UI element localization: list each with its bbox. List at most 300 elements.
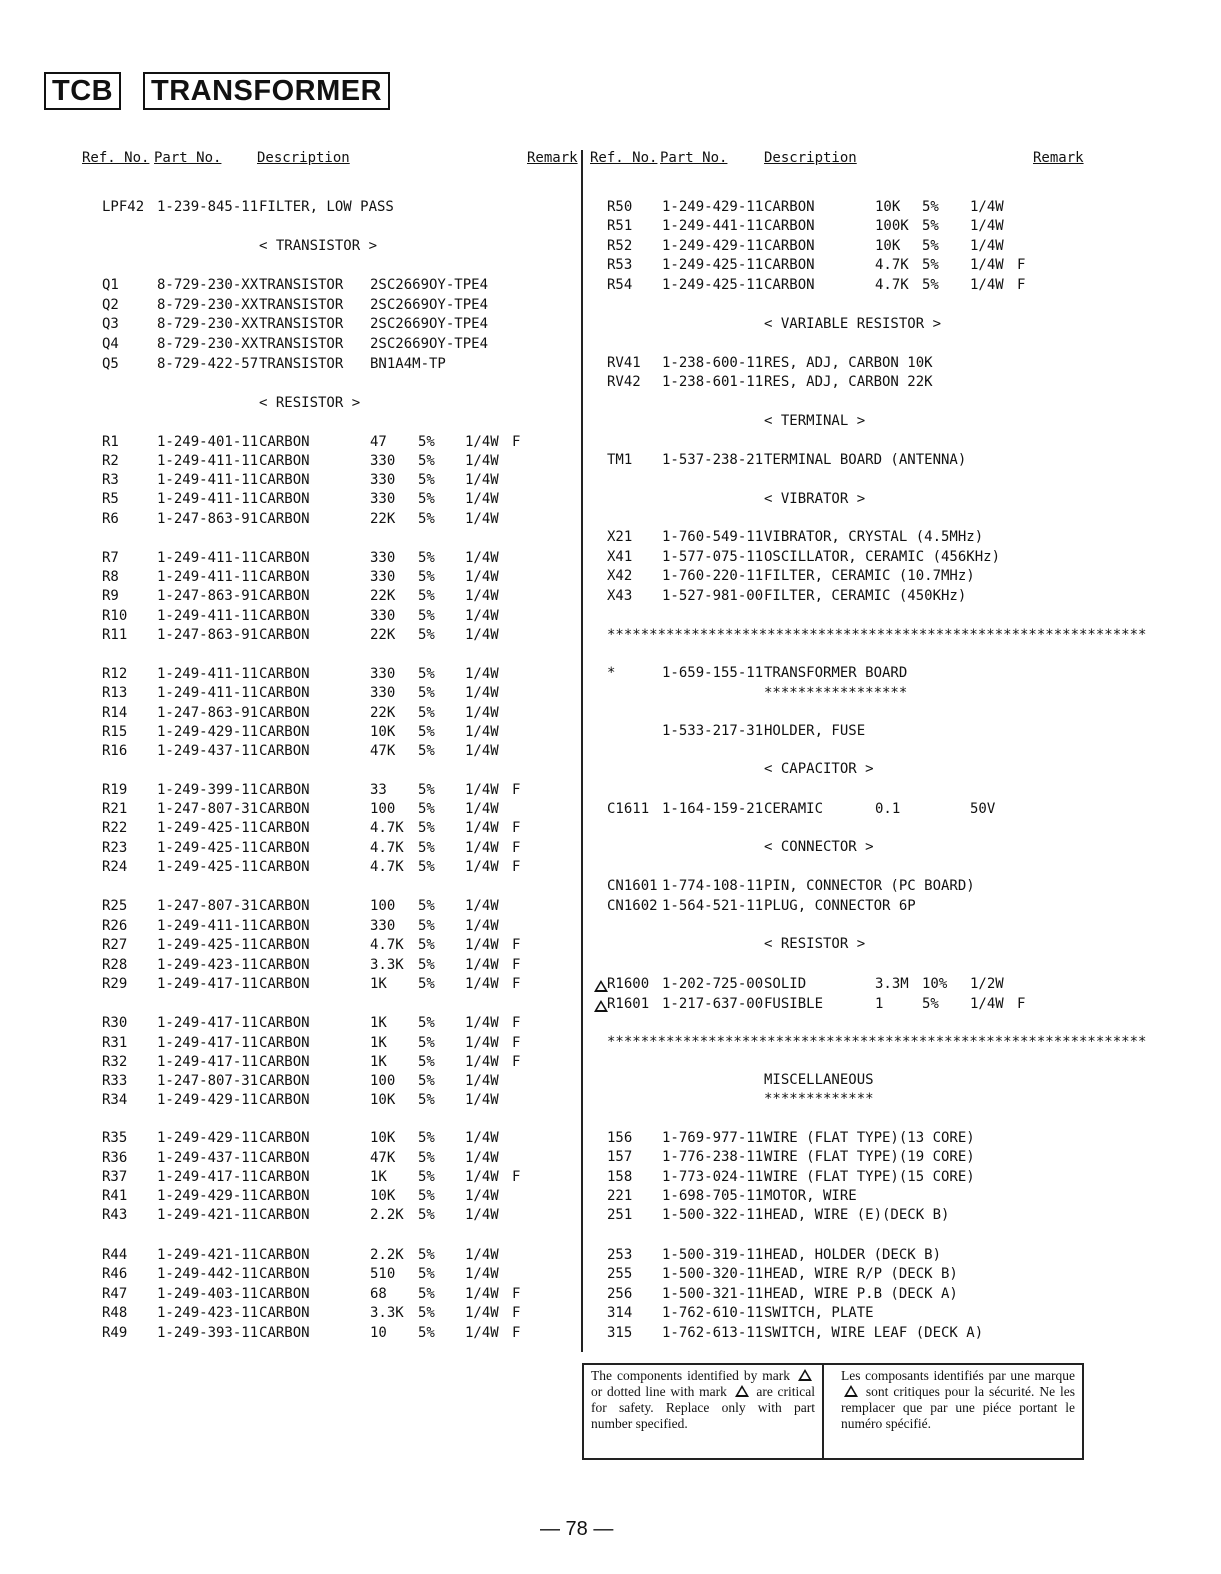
- part-ref: R7: [102, 550, 119, 566]
- part-ref: R51: [607, 218, 633, 234]
- warning-triangle-icon: [844, 1385, 858, 1397]
- part-desc: CARBON: [764, 277, 815, 293]
- part-val: 100: [370, 1073, 396, 1089]
- part-row: [0, 1206, 1221, 1225]
- part-desc: WIRE (FLAT TYPE)(15 CORE): [764, 1169, 975, 1185]
- part-val: 330: [370, 550, 396, 566]
- part-watt: 1/4W: [970, 996, 1004, 1012]
- part-tol: 5%: [418, 434, 435, 450]
- part-row: [0, 975, 1221, 994]
- col-part-right: Part No.: [660, 150, 728, 166]
- part-val: 4.7K: [370, 937, 404, 953]
- part-watt: 1/4W: [465, 957, 499, 973]
- part-val: 100: [370, 801, 396, 817]
- part-part: 1-249-425-11: [157, 859, 259, 875]
- notice-en-line2: or dotted line with mark: [591, 1384, 727, 1399]
- part-tol: 5%: [418, 782, 435, 798]
- part-part: 1-249-441-11: [662, 218, 764, 234]
- part-desc: CARBON: [259, 1188, 310, 1204]
- part-ref: 256: [607, 1286, 633, 1302]
- part-row: [0, 1304, 1221, 1323]
- part-watt: 1/4W: [465, 434, 499, 450]
- part-tol: 5%: [418, 1150, 435, 1166]
- part-desc: SWITCH, WIRE LEAF (DECK A): [764, 1325, 984, 1341]
- part-rem: F: [512, 1054, 521, 1070]
- col-remark-left: Remark: [527, 150, 578, 166]
- part-desc: CARBON: [259, 1150, 310, 1166]
- part-row: [0, 1285, 1221, 1304]
- part-val: BN1A4M-TP: [370, 356, 446, 372]
- part-desc: PIN, CONNECTOR (PC BOARD): [764, 878, 975, 894]
- col-part-left: Part No.: [154, 150, 222, 166]
- part-part: 1-249-423-11: [157, 1305, 259, 1321]
- part-part: 1-249-417-11: [157, 1035, 259, 1051]
- part-ref: R9: [102, 588, 119, 604]
- part-part: 1-249-411-11: [157, 608, 259, 624]
- part-tol: 10%: [922, 976, 948, 992]
- part-val: 100: [370, 898, 396, 914]
- part-part: 1-577-075-11: [662, 549, 764, 565]
- part-desc: CARBON: [259, 957, 310, 973]
- part-val: 1K: [370, 976, 387, 992]
- part-val: 4.7K: [370, 820, 404, 836]
- part-ref: R34: [102, 1092, 128, 1108]
- part-val: 10K: [875, 238, 901, 254]
- part-desc: CARBON: [259, 1286, 310, 1302]
- part-val: 1K: [370, 1035, 387, 1051]
- part-ref: R47: [102, 1286, 128, 1302]
- part-tol: 5%: [418, 453, 435, 469]
- part-desc: RES, ADJ, CARBON 22K: [764, 374, 933, 390]
- part-ref: R21: [102, 801, 128, 817]
- part-desc: WIRE (FLAT TYPE)(19 CORE): [764, 1149, 975, 1165]
- part-part: 1-238-601-11: [662, 374, 764, 390]
- part-watt: 1/2W: [970, 976, 1004, 992]
- part-tol: 5%: [418, 1015, 435, 1031]
- part-val: 1K: [370, 1169, 387, 1185]
- part-watt: 1/4W: [465, 627, 499, 643]
- part-tol: 5%: [418, 627, 435, 643]
- part-val: 10K: [370, 724, 396, 740]
- section-heading: < VARIABLE RESISTOR >: [764, 316, 942, 332]
- part-watt: 1/4W: [465, 840, 499, 856]
- part-part: 1-247-863-91: [157, 588, 259, 604]
- part-val: 10: [370, 1325, 387, 1341]
- part-desc: TRANSISTOR: [259, 356, 344, 372]
- part-part: 1-249-425-11: [157, 937, 259, 953]
- part-tol: 5%: [418, 840, 435, 856]
- part-watt: 1/4W: [465, 937, 499, 953]
- section-title: TRANSFORMER: [143, 72, 390, 110]
- part-watt: 1/4W: [465, 918, 499, 934]
- part-part: 1-760-220-11: [662, 568, 764, 584]
- part-rem: F: [512, 782, 521, 798]
- part-part: 8-729-230-XX: [157, 277, 259, 293]
- part-part: 1-249-417-11: [157, 1169, 259, 1185]
- part-ref: R23: [102, 840, 128, 856]
- part-watt: 1/4W: [465, 550, 499, 566]
- part-desc: CARBON: [259, 569, 310, 585]
- part-row: [0, 354, 1221, 373]
- part-rem: F: [512, 1015, 521, 1031]
- part-rem: F: [512, 434, 521, 450]
- heading-underline-stars: *****************: [764, 685, 908, 701]
- part-watt: 1/4W: [465, 1207, 499, 1223]
- part-ref: C1611: [607, 801, 650, 817]
- part-watt: 1/4W: [465, 1092, 499, 1108]
- section-heading: < TRANSISTOR >: [259, 238, 378, 254]
- notice-en-line3: are critical for safety.: [591, 1384, 816, 1415]
- part-ref: R49: [102, 1325, 128, 1341]
- part-part: 1-249-421-11: [157, 1207, 259, 1223]
- part-rem: F: [512, 1169, 521, 1185]
- part-part: 1-217-637-00: [662, 996, 764, 1012]
- part-val: 4.7K: [875, 277, 909, 293]
- separator-stars: ****************************************************************: [607, 1034, 1147, 1050]
- part-row: [0, 548, 1221, 567]
- part-row: [0, 936, 1221, 955]
- part-desc: CARBON: [259, 898, 310, 914]
- part-rem: F: [512, 976, 521, 992]
- part-tol: 5%: [418, 957, 435, 973]
- notice-fr-line2: sont critiques pour la sécurité.: [865, 1384, 1035, 1399]
- model-label: TCB: [44, 72, 121, 110]
- part-rem: F: [1017, 996, 1026, 1012]
- part-row: [0, 451, 1221, 470]
- section-heading: < RESISTOR >: [764, 936, 866, 952]
- part-val: 330: [370, 685, 396, 701]
- part-row: [0, 1265, 1221, 1284]
- part-val: 0.1: [875, 801, 901, 817]
- part-row: [0, 1072, 1221, 1091]
- part-row: [0, 1091, 1221, 1110]
- part-part: 1-249-401-11: [157, 434, 259, 450]
- part-val: 4.7K: [370, 859, 404, 875]
- part-watt: 1/4W: [970, 199, 1004, 215]
- notice-fr-line1: Les composants identifiés par une marque: [841, 1368, 1075, 1383]
- safety-notice-english: [584, 1365, 824, 1458]
- part-ref: Q4: [102, 336, 119, 352]
- part-part: 1-249-429-11: [157, 1188, 259, 1204]
- part-part: 1-249-425-11: [157, 840, 259, 856]
- part-tol: 5%: [418, 1054, 435, 1070]
- part-tol: 5%: [418, 1035, 435, 1051]
- part-watt: 50V: [970, 801, 996, 817]
- part-val: 10K: [370, 1130, 396, 1146]
- part-part: 1-249-442-11: [157, 1266, 259, 1282]
- part-row: [0, 1187, 1221, 1206]
- part-tol: 5%: [418, 491, 435, 507]
- part-part: 1-564-521-11: [662, 898, 764, 914]
- part-val: 330: [370, 569, 396, 585]
- part-ref: R22: [102, 820, 128, 836]
- part-rem: F: [512, 1035, 521, 1051]
- part-watt: 1/4W: [970, 257, 1004, 273]
- part-desc: VIBRATOR, CRYSTAL (4.5MHz): [764, 529, 984, 545]
- part-desc: CARBON: [764, 218, 815, 234]
- part-part: 1-249-417-11: [157, 1054, 259, 1070]
- part-rem: F: [512, 957, 521, 973]
- part-part: 1-249-411-11: [157, 918, 259, 934]
- part-val: 47K: [370, 743, 396, 759]
- part-part: 1-249-429-11: [157, 1092, 259, 1108]
- part-watt: 1/4W: [970, 238, 1004, 254]
- part-val: 2SC2669OY-TPE4: [370, 297, 489, 313]
- part-val: 1K: [370, 1015, 387, 1031]
- part-watt: 1/4W: [465, 1150, 499, 1166]
- part-part: 1-249-411-11: [157, 685, 259, 701]
- part-rem: F: [512, 820, 521, 836]
- part-watt: 1/4W: [465, 801, 499, 817]
- part-ref: R26: [102, 918, 128, 934]
- part-ref: CN1602: [607, 898, 658, 914]
- part-part: 1-247-863-91: [157, 705, 259, 721]
- part-tol: 5%: [418, 1247, 435, 1263]
- part-desc: CARBON: [259, 491, 310, 507]
- part-ref: R43: [102, 1207, 128, 1223]
- part-ref: R3: [102, 472, 119, 488]
- part-ref: X21: [607, 529, 633, 545]
- part-desc: CARBON: [259, 453, 310, 469]
- part-desc: TRANSISTOR: [259, 277, 344, 293]
- part-desc: MOTOR, WIRE: [764, 1188, 857, 1204]
- part-watt: 1/4W: [970, 218, 1004, 234]
- part-watt: 1/4W: [465, 1130, 499, 1146]
- part-tol: 5%: [418, 743, 435, 759]
- part-desc: CARBON: [259, 724, 310, 740]
- part-part: 1-249-425-11: [662, 257, 764, 273]
- part-val: 22K: [370, 705, 396, 721]
- part-desc: CARBON: [259, 820, 310, 836]
- part-ref: R13: [102, 685, 128, 701]
- part-desc: CARBON: [259, 1035, 310, 1051]
- part-row: [0, 956, 1221, 975]
- part-part: 8-729-422-57: [157, 356, 259, 372]
- part-watt: 1/4W: [465, 1188, 499, 1204]
- part-desc: HEAD, HOLDER (DECK B): [764, 1247, 942, 1263]
- part-ref: R5: [102, 491, 119, 507]
- part-val: 3.3K: [370, 957, 404, 973]
- part-desc: CARBON: [259, 685, 310, 701]
- part-part: 1-247-807-31: [157, 898, 259, 914]
- part-part: 1-249-411-11: [157, 453, 259, 469]
- part-watt: 1/4W: [465, 511, 499, 527]
- part-row: [0, 490, 1221, 509]
- part-desc: FILTER, CERAMIC (10.7MHz): [764, 568, 975, 584]
- part-val: 47: [370, 434, 387, 450]
- part-part: 1-249-429-11: [157, 724, 259, 740]
- part-ref: 253: [607, 1247, 633, 1263]
- part-tol: 5%: [922, 199, 939, 215]
- part-ref: R31: [102, 1035, 128, 1051]
- part-row: [0, 433, 1221, 452]
- part-ref: X43: [607, 588, 633, 604]
- part-val: 10K: [370, 1188, 396, 1204]
- part-tol: 5%: [922, 277, 939, 293]
- part-val: 330: [370, 491, 396, 507]
- part-desc: CARBON: [259, 1073, 310, 1089]
- part-part: 1-249-429-11: [157, 1130, 259, 1146]
- part-row: [0, 510, 1221, 529]
- part-ref: R46: [102, 1266, 128, 1282]
- part-row: [0, 917, 1221, 936]
- part-val: 22K: [370, 588, 396, 604]
- part-ref: *: [607, 665, 616, 681]
- part-tol: 5%: [418, 1073, 435, 1089]
- part-val: 10K: [875, 199, 901, 215]
- section-heading: < VIBRATOR >: [764, 491, 866, 507]
- part-watt: 1/4W: [465, 491, 499, 507]
- part-ref: R54: [607, 277, 633, 293]
- part-ref: R12: [102, 666, 128, 682]
- part-watt: 1/4W: [465, 782, 499, 798]
- part-row: [0, 877, 1221, 896]
- part-ref: 251: [607, 1207, 633, 1223]
- safety-notice: [582, 1363, 1084, 1460]
- part-ref: R14: [102, 705, 128, 721]
- part-tol: 5%: [418, 1169, 435, 1185]
- part-watt: 1/4W: [465, 1305, 499, 1321]
- part-desc: CARBON: [259, 666, 310, 682]
- part-watt: 1/4W: [465, 976, 499, 992]
- part-part: 1-773-024-11: [662, 1169, 764, 1185]
- part-tol: 5%: [418, 859, 435, 875]
- part-row: [0, 335, 1221, 354]
- section-heading: < CONNECTOR >: [764, 839, 874, 855]
- part-row: [0, 1053, 1221, 1072]
- part-rem: F: [512, 1305, 521, 1321]
- part-row: [0, 237, 1221, 256]
- part-part: 1-249-429-11: [662, 199, 764, 215]
- part-part: 1-249-417-11: [157, 976, 259, 992]
- part-val: 330: [370, 608, 396, 624]
- part-ref: 156: [607, 1130, 633, 1146]
- part-row: [0, 819, 1221, 838]
- part-val: 22K: [370, 511, 396, 527]
- part-ref: R48: [102, 1305, 128, 1321]
- part-desc: CARBON: [259, 1054, 310, 1070]
- part-val: 4.7K: [370, 840, 404, 856]
- part-part: 1-527-981-00: [662, 588, 764, 604]
- part-ref: LPF42: [102, 199, 145, 215]
- part-tol: 5%: [418, 1092, 435, 1108]
- part-ref: R27: [102, 937, 128, 953]
- part-desc: CARBON: [259, 1092, 310, 1108]
- part-desc: TRANSISTOR: [259, 336, 344, 352]
- part-part: 1-164-159-21: [662, 801, 764, 817]
- part-row: [0, 373, 1221, 392]
- part-row: [0, 587, 1221, 606]
- part-part: 1-247-807-31: [157, 1073, 259, 1089]
- part-watt: 1/4W: [465, 1073, 499, 1089]
- section-heading: < TERMINAL >: [764, 413, 866, 429]
- part-ref: 314: [607, 1305, 633, 1321]
- part-desc: TRANSISTOR: [259, 316, 344, 332]
- part-part: 1-774-108-11: [662, 878, 764, 894]
- part-val: 2SC2669OY-TPE4: [370, 316, 489, 332]
- part-tol: 5%: [418, 801, 435, 817]
- part-val: 10K: [370, 1092, 396, 1108]
- part-ref: R29: [102, 976, 128, 992]
- part-ref: X42: [607, 568, 633, 584]
- part-watt: 1/4W: [465, 1247, 499, 1263]
- part-part: 1-249-393-11: [157, 1325, 259, 1341]
- part-watt: 1/4W: [465, 1325, 499, 1341]
- section-heading: < RESISTOR >: [259, 395, 361, 411]
- part-rem: F: [512, 1286, 521, 1302]
- part-val: 22K: [370, 627, 396, 643]
- part-desc: OSCILLATOR, CERAMIC (456KHz): [764, 549, 1001, 565]
- part-watt: 1/4W: [970, 277, 1004, 293]
- part-part: 1-249-437-11: [157, 1150, 259, 1166]
- part-watt: 1/4W: [465, 666, 499, 682]
- part-ref: 157: [607, 1149, 633, 1165]
- part-val: 2.2K: [370, 1247, 404, 1263]
- part-part: 1-202-725-00: [662, 976, 764, 992]
- part-part: 1-247-863-91: [157, 511, 259, 527]
- part-desc: RES, ADJ, CARBON 10K: [764, 355, 933, 371]
- part-part: 1-249-399-11: [157, 782, 259, 798]
- part-tol: 5%: [418, 918, 435, 934]
- part-tol: 5%: [922, 238, 939, 254]
- part-ref: R25: [102, 898, 128, 914]
- part-val: 3.3K: [370, 1305, 404, 1321]
- safety-notice-french: [834, 1365, 1082, 1458]
- part-rem: F: [1017, 257, 1026, 273]
- part-row: [0, 256, 1221, 275]
- part-ref: R36: [102, 1150, 128, 1166]
- part-ref: X41: [607, 549, 633, 565]
- part-val: 330: [370, 453, 396, 469]
- part-ref: R53: [607, 257, 633, 273]
- part-part: 1-533-217-31: [662, 723, 764, 739]
- part-desc: CARBON: [259, 588, 310, 604]
- part-row: [0, 217, 1221, 236]
- part-part: 8-729-230-XX: [157, 336, 259, 352]
- part-desc: SWITCH, PLATE: [764, 1305, 874, 1321]
- part-desc: CARBON: [764, 199, 815, 215]
- part-watt: 1/4W: [465, 1286, 499, 1302]
- part-desc: CARBON: [259, 1169, 310, 1185]
- part-part: 1-500-322-11: [662, 1207, 764, 1223]
- part-rem: F: [512, 859, 521, 875]
- part-val: 100K: [875, 218, 909, 234]
- part-desc: CARBON: [259, 511, 310, 527]
- part-desc: CARBON: [259, 782, 310, 798]
- part-row: [0, 704, 1221, 723]
- part-watt: 1/4W: [465, 743, 499, 759]
- part-tol: 5%: [922, 996, 939, 1012]
- part-desc: FUSIBLE: [764, 996, 824, 1012]
- part-tol: 5%: [418, 898, 435, 914]
- part-desc: CARBON: [259, 434, 310, 450]
- part-part: 1-769-977-11: [662, 1130, 764, 1146]
- part-ref: R24: [102, 859, 128, 875]
- part-row: [0, 995, 1221, 1014]
- part-ref: R8: [102, 569, 119, 585]
- part-val: 3.3M: [875, 976, 909, 992]
- part-watt: 1/4W: [465, 1169, 499, 1185]
- part-part: 1-500-319-11: [662, 1247, 764, 1263]
- part-desc: PLUG, CONNECTOR 6P: [764, 898, 916, 914]
- part-desc: FILTER, CERAMIC (450KHz): [764, 588, 967, 604]
- part-row: [0, 276, 1221, 295]
- part-part: 1-239-845-11: [157, 199, 259, 215]
- part-ref: R32: [102, 1054, 128, 1070]
- part-tol: 5%: [418, 705, 435, 721]
- part-watt: 1/4W: [465, 898, 499, 914]
- part-val: 68: [370, 1286, 387, 1302]
